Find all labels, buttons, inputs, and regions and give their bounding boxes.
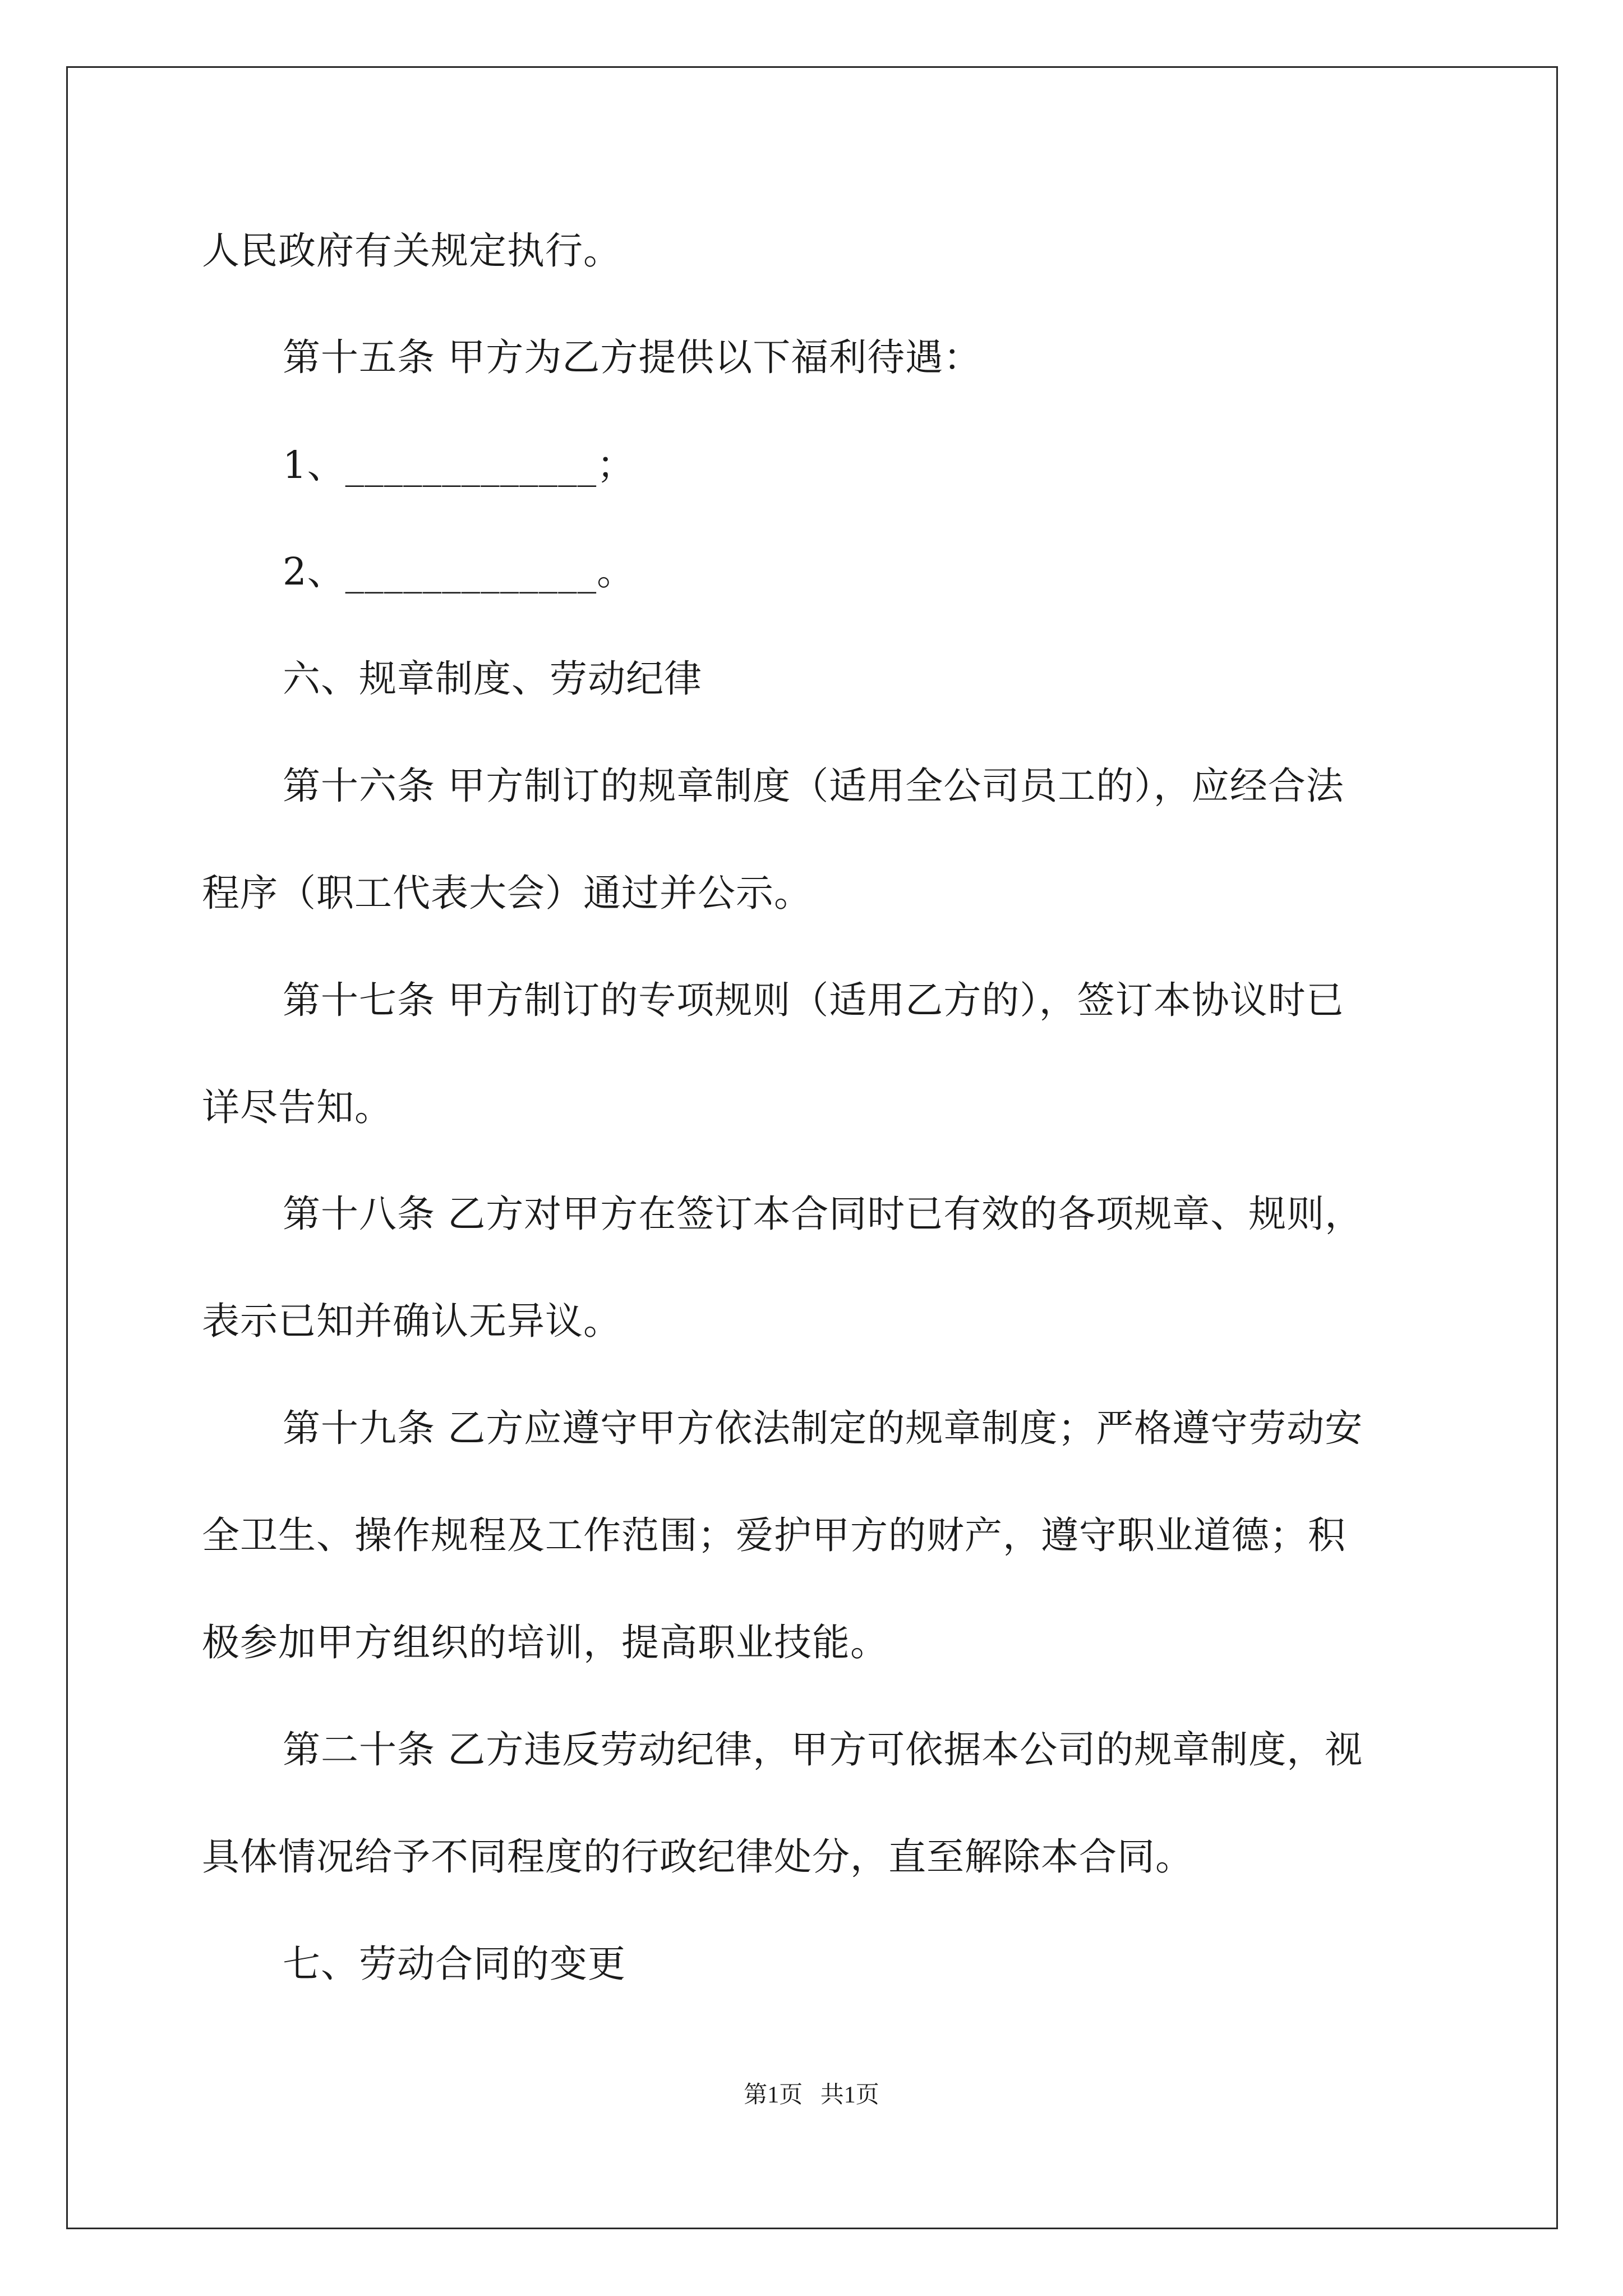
section-heading-7: 七、劳动合同的变更 xyxy=(283,1942,626,1986)
article-18-text: 第十八条 乙方对甲方在签订本合同时已有效的各项规章、规则， xyxy=(283,1192,1363,1236)
page-number-footer: 第1页 共1页 xyxy=(744,2082,879,2108)
article-19-text-cont-2: 极参加甲方组织的培训，提高职业技能。 xyxy=(202,1621,888,1664)
article-16-text: 第十六条 甲方制订的规章制度（适用全公司员工的），应经合法 xyxy=(283,764,1344,808)
article-19-text: 第十九条 乙方应遵守甲方依法制定的规章制度；严格遵守劳动安 xyxy=(283,1406,1363,1450)
article-20-text-cont: 具体情况给予不同程度的行政纪律处分，直至解除本合同。 xyxy=(202,1835,1193,1879)
body-text-line: 人民政府有关规定执行。 xyxy=(202,229,621,273)
article-19-text-cont: 全卫生、操作规程及工作范围；爱护甲方的财产，遵守职业道德；积 xyxy=(202,1513,1346,1557)
article-16-text-cont: 程序（职工代表大会）通过并公示。 xyxy=(202,871,812,915)
welfare-item-2: 2、_____________。 xyxy=(283,550,635,593)
article-17-text: 第十七条 甲方制订的专项规则（适用乙方的），签订本协议时已 xyxy=(283,978,1344,1022)
article-20-text: 第二十条 乙方违反劳动纪律，甲方可依据本公司的规章制度，视 xyxy=(283,1728,1363,1772)
article-15-text: 第十五条 甲方为乙方提供以下福利待遇： xyxy=(283,335,982,379)
article-18-text-cont: 表示已知并确认无异议。 xyxy=(202,1299,621,1343)
article-17-text-cont: 详尽告知。 xyxy=(202,1085,393,1129)
welfare-item-1: 1、_____________； xyxy=(283,443,635,487)
page-border xyxy=(66,66,1558,2229)
section-heading-6: 六、规章制度、劳动纪律 xyxy=(283,657,702,701)
